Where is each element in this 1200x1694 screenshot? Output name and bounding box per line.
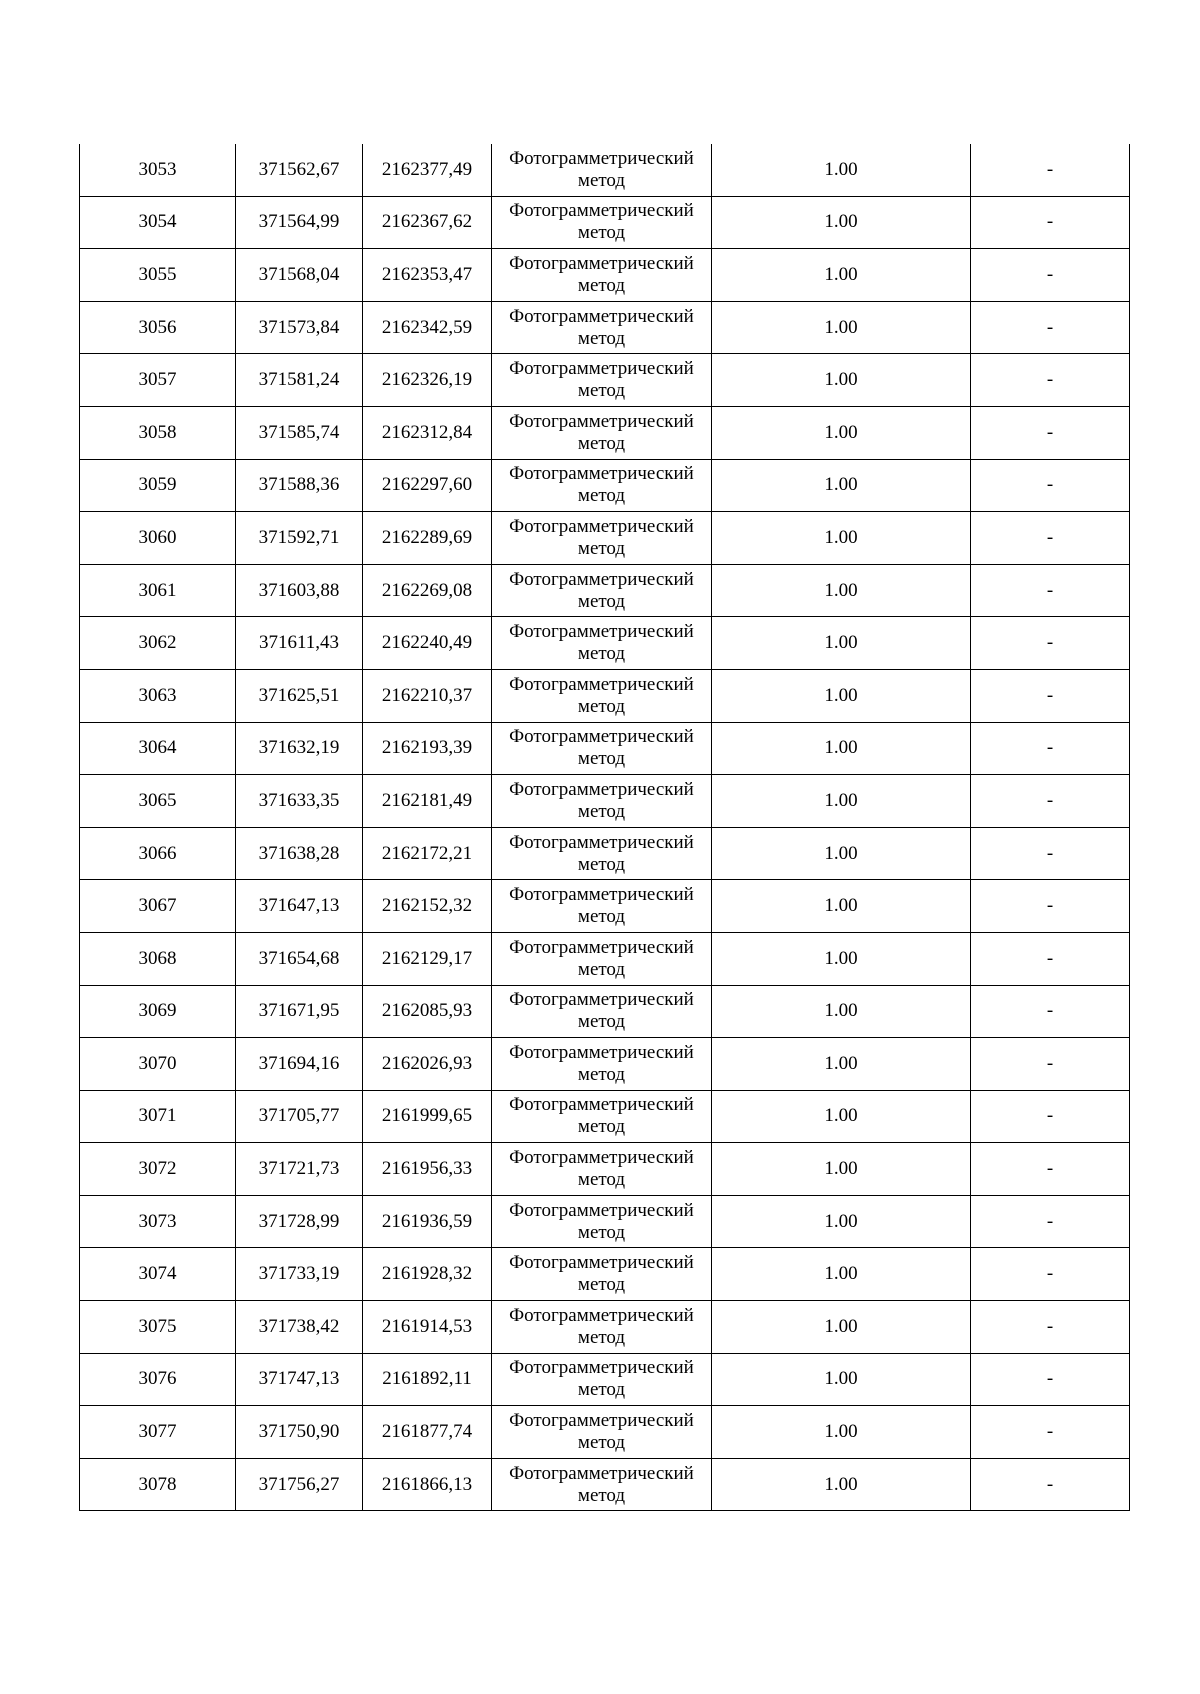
table-row bbox=[80, 880, 1130, 933]
table-row bbox=[80, 301, 1130, 354]
method-cell: Фотограмметрический метод bbox=[492, 722, 712, 775]
y-coordinate-cell: 2162342,59 bbox=[363, 301, 492, 354]
note-cell: - bbox=[971, 1301, 1130, 1354]
table-row bbox=[80, 985, 1130, 1038]
y-coordinate-cell: 2161936,59 bbox=[363, 1195, 492, 1248]
method-cell: Фотограмметрический метод bbox=[492, 196, 712, 249]
x-coordinate-cell: 371654,68 bbox=[236, 932, 363, 985]
y-coordinate-cell: 2162312,84 bbox=[363, 406, 492, 459]
table-row bbox=[80, 1090, 1130, 1143]
x-coordinate-cell: 371747,13 bbox=[236, 1353, 363, 1406]
method-cell: Фотограмметрический метод bbox=[492, 406, 712, 459]
table-row bbox=[80, 1143, 1130, 1196]
precision-cell: 1.00 bbox=[712, 1038, 971, 1091]
method-cell: Фотограмметрический метод bbox=[492, 459, 712, 512]
method-cell: Фотограмметрический метод bbox=[492, 1038, 712, 1091]
x-coordinate-cell: 371632,19 bbox=[236, 722, 363, 775]
x-coordinate-cell: 371585,74 bbox=[236, 406, 363, 459]
precision-cell: 1.00 bbox=[712, 144, 971, 196]
table-row bbox=[80, 669, 1130, 722]
precision-cell: 1.00 bbox=[712, 669, 971, 722]
table-row bbox=[80, 1301, 1130, 1354]
precision-cell: 1.00 bbox=[712, 1458, 971, 1511]
y-coordinate-cell: 2162152,32 bbox=[363, 880, 492, 933]
note-cell: - bbox=[971, 669, 1130, 722]
method-cell: Фотограмметрический метод bbox=[492, 1248, 712, 1301]
coordinates-table-body bbox=[80, 144, 1130, 1511]
precision-cell: 1.00 bbox=[712, 564, 971, 617]
note-cell: - bbox=[971, 880, 1130, 933]
y-coordinate-cell: 2162240,49 bbox=[363, 617, 492, 670]
point-number-cell: 3056 bbox=[80, 301, 236, 354]
precision-cell: 1.00 bbox=[712, 985, 971, 1038]
point-number-cell: 3058 bbox=[80, 406, 236, 459]
precision-cell: 1.00 bbox=[712, 880, 971, 933]
note-cell: - bbox=[971, 564, 1130, 617]
precision-cell: 1.00 bbox=[712, 1195, 971, 1248]
method-cell: Фотограмметрический метод bbox=[492, 564, 712, 617]
point-number-cell: 3057 bbox=[80, 354, 236, 407]
point-number-cell: 3075 bbox=[80, 1301, 236, 1354]
note-cell: - bbox=[971, 1195, 1130, 1248]
point-number-cell: 3077 bbox=[80, 1406, 236, 1459]
table-row bbox=[80, 827, 1130, 880]
y-coordinate-cell: 2161999,65 bbox=[363, 1090, 492, 1143]
x-coordinate-cell: 371568,04 bbox=[236, 249, 363, 302]
x-coordinate-cell: 371671,95 bbox=[236, 985, 363, 1038]
note-cell: - bbox=[971, 1143, 1130, 1196]
note-cell: - bbox=[971, 459, 1130, 512]
point-number-cell: 3064 bbox=[80, 722, 236, 775]
coordinates-table bbox=[79, 144, 1130, 1511]
precision-cell: 1.00 bbox=[712, 1248, 971, 1301]
note-cell: - bbox=[971, 1353, 1130, 1406]
point-number-cell: 3074 bbox=[80, 1248, 236, 1301]
method-cell: Фотограмметрический метод bbox=[492, 249, 712, 302]
table-row bbox=[80, 1038, 1130, 1091]
y-coordinate-cell: 2161866,13 bbox=[363, 1458, 492, 1511]
note-cell: - bbox=[971, 617, 1130, 670]
point-number-cell: 3059 bbox=[80, 459, 236, 512]
point-number-cell: 3060 bbox=[80, 512, 236, 565]
note-cell: - bbox=[971, 406, 1130, 459]
x-coordinate-cell: 371564,99 bbox=[236, 196, 363, 249]
precision-cell: 1.00 bbox=[712, 512, 971, 565]
x-coordinate-cell: 371694,16 bbox=[236, 1038, 363, 1091]
x-coordinate-cell: 371625,51 bbox=[236, 669, 363, 722]
note-cell: - bbox=[971, 512, 1130, 565]
point-number-cell: 3067 bbox=[80, 880, 236, 933]
point-number-cell: 3070 bbox=[80, 1038, 236, 1091]
precision-cell: 1.00 bbox=[712, 1301, 971, 1354]
note-cell: - bbox=[971, 1038, 1130, 1091]
precision-cell: 1.00 bbox=[712, 827, 971, 880]
y-coordinate-cell: 2162269,08 bbox=[363, 564, 492, 617]
table-row bbox=[80, 722, 1130, 775]
y-coordinate-cell: 2162026,93 bbox=[363, 1038, 492, 1091]
method-cell: Фотограмметрический метод bbox=[492, 1090, 712, 1143]
note-cell: - bbox=[971, 827, 1130, 880]
point-number-cell: 3069 bbox=[80, 985, 236, 1038]
note-cell: - bbox=[971, 144, 1130, 196]
precision-cell: 1.00 bbox=[712, 617, 971, 670]
point-number-cell: 3071 bbox=[80, 1090, 236, 1143]
method-cell: Фотограмметрический метод bbox=[492, 512, 712, 565]
table-row bbox=[80, 1248, 1130, 1301]
y-coordinate-cell: 2161914,53 bbox=[363, 1301, 492, 1354]
x-coordinate-cell: 371603,88 bbox=[236, 564, 363, 617]
method-cell: Фотограмметрический метод bbox=[492, 985, 712, 1038]
method-cell: Фотограмметрический метод bbox=[492, 1195, 712, 1248]
table-row bbox=[80, 617, 1130, 670]
note-cell: - bbox=[971, 249, 1130, 302]
x-coordinate-cell: 371738,42 bbox=[236, 1301, 363, 1354]
method-cell: Фотограмметрический метод bbox=[492, 1353, 712, 1406]
y-coordinate-cell: 2162181,49 bbox=[363, 775, 492, 828]
note-cell: - bbox=[971, 985, 1130, 1038]
x-coordinate-cell: 371588,36 bbox=[236, 459, 363, 512]
method-cell: Фотограмметрический метод bbox=[492, 880, 712, 933]
x-coordinate-cell: 371733,19 bbox=[236, 1248, 363, 1301]
x-coordinate-cell: 371728,99 bbox=[236, 1195, 363, 1248]
method-cell: Фотограмметрический метод bbox=[492, 775, 712, 828]
y-coordinate-cell: 2162210,37 bbox=[363, 669, 492, 722]
table-row bbox=[80, 249, 1130, 302]
x-coordinate-cell: 371573,84 bbox=[236, 301, 363, 354]
table-row bbox=[80, 354, 1130, 407]
table-row bbox=[80, 1195, 1130, 1248]
precision-cell: 1.00 bbox=[712, 775, 971, 828]
table-row bbox=[80, 775, 1130, 828]
point-number-cell: 3073 bbox=[80, 1195, 236, 1248]
precision-cell: 1.00 bbox=[712, 1143, 971, 1196]
precision-cell: 1.00 bbox=[712, 301, 971, 354]
note-cell: - bbox=[971, 354, 1130, 407]
method-cell: Фотограмметрический метод bbox=[492, 1301, 712, 1354]
y-coordinate-cell: 2161928,32 bbox=[363, 1248, 492, 1301]
table-row bbox=[80, 932, 1130, 985]
note-cell: - bbox=[971, 932, 1130, 985]
note-cell: - bbox=[971, 1406, 1130, 1459]
y-coordinate-cell: 2162085,93 bbox=[363, 985, 492, 1038]
point-number-cell: 3076 bbox=[80, 1353, 236, 1406]
y-coordinate-cell: 2162377,49 bbox=[363, 144, 492, 196]
point-number-cell: 3061 bbox=[80, 564, 236, 617]
x-coordinate-cell: 371592,71 bbox=[236, 512, 363, 565]
precision-cell: 1.00 bbox=[712, 354, 971, 407]
x-coordinate-cell: 371750,90 bbox=[236, 1406, 363, 1459]
y-coordinate-cell: 2162353,47 bbox=[363, 249, 492, 302]
table-row bbox=[80, 564, 1130, 617]
table-row bbox=[80, 144, 1130, 196]
point-number-cell: 3054 bbox=[80, 196, 236, 249]
y-coordinate-cell: 2162289,69 bbox=[363, 512, 492, 565]
y-coordinate-cell: 2162297,60 bbox=[363, 459, 492, 512]
table-row bbox=[80, 1406, 1130, 1459]
precision-cell: 1.00 bbox=[712, 249, 971, 302]
precision-cell: 1.00 bbox=[712, 1406, 971, 1459]
table-row bbox=[80, 1458, 1130, 1511]
precision-cell: 1.00 bbox=[712, 932, 971, 985]
x-coordinate-cell: 371756,27 bbox=[236, 1458, 363, 1511]
y-coordinate-cell: 2162193,39 bbox=[363, 722, 492, 775]
point-number-cell: 3062 bbox=[80, 617, 236, 670]
y-coordinate-cell: 2161877,74 bbox=[363, 1406, 492, 1459]
table-row bbox=[80, 1353, 1130, 1406]
note-cell: - bbox=[971, 301, 1130, 354]
precision-cell: 1.00 bbox=[712, 196, 971, 249]
method-cell: Фотограмметрический метод bbox=[492, 1143, 712, 1196]
point-number-cell: 3072 bbox=[80, 1143, 236, 1196]
precision-cell: 1.00 bbox=[712, 406, 971, 459]
method-cell: Фотограмметрический метод bbox=[492, 617, 712, 670]
precision-cell: 1.00 bbox=[712, 459, 971, 512]
table-row bbox=[80, 406, 1130, 459]
precision-cell: 1.00 bbox=[712, 1090, 971, 1143]
precision-cell: 1.00 bbox=[712, 1353, 971, 1406]
method-cell: Фотограмметрический метод bbox=[492, 354, 712, 407]
note-cell: - bbox=[971, 775, 1130, 828]
table-row bbox=[80, 459, 1130, 512]
note-cell: - bbox=[971, 722, 1130, 775]
x-coordinate-cell: 371581,24 bbox=[236, 354, 363, 407]
point-number-cell: 3066 bbox=[80, 827, 236, 880]
note-cell: - bbox=[971, 1248, 1130, 1301]
x-coordinate-cell: 371721,73 bbox=[236, 1143, 363, 1196]
y-coordinate-cell: 2162172,21 bbox=[363, 827, 492, 880]
note-cell: - bbox=[971, 1458, 1130, 1511]
table-row bbox=[80, 196, 1130, 249]
y-coordinate-cell: 2161892,11 bbox=[363, 1353, 492, 1406]
precision-cell: 1.00 bbox=[712, 722, 971, 775]
method-cell: Фотограмметрический метод bbox=[492, 1458, 712, 1511]
note-cell: - bbox=[971, 1090, 1130, 1143]
point-number-cell: 3068 bbox=[80, 932, 236, 985]
y-coordinate-cell: 2161956,33 bbox=[363, 1143, 492, 1196]
y-coordinate-cell: 2162326,19 bbox=[363, 354, 492, 407]
method-cell: Фотограмметрический метод bbox=[492, 932, 712, 985]
table-row bbox=[80, 512, 1130, 565]
x-coordinate-cell: 371647,13 bbox=[236, 880, 363, 933]
method-cell: Фотограмметрический метод bbox=[492, 1406, 712, 1459]
point-number-cell: 3053 bbox=[80, 144, 236, 196]
method-cell: Фотограмметрический метод bbox=[492, 827, 712, 880]
x-coordinate-cell: 371638,28 bbox=[236, 827, 363, 880]
method-cell: Фотограмметрический метод bbox=[492, 144, 712, 196]
x-coordinate-cell: 371633,35 bbox=[236, 775, 363, 828]
y-coordinate-cell: 2162367,62 bbox=[363, 196, 492, 249]
method-cell: Фотограмметрический метод bbox=[492, 669, 712, 722]
point-number-cell: 3063 bbox=[80, 669, 236, 722]
method-cell: Фотограмметрический метод bbox=[492, 301, 712, 354]
note-cell: - bbox=[971, 196, 1130, 249]
x-coordinate-cell: 371705,77 bbox=[236, 1090, 363, 1143]
point-number-cell: 3055 bbox=[80, 249, 236, 302]
y-coordinate-cell: 2162129,17 bbox=[363, 932, 492, 985]
point-number-cell: 3078 bbox=[80, 1458, 236, 1511]
point-number-cell: 3065 bbox=[80, 775, 236, 828]
x-coordinate-cell: 371611,43 bbox=[236, 617, 363, 670]
x-coordinate-cell: 371562,67 bbox=[236, 144, 363, 196]
